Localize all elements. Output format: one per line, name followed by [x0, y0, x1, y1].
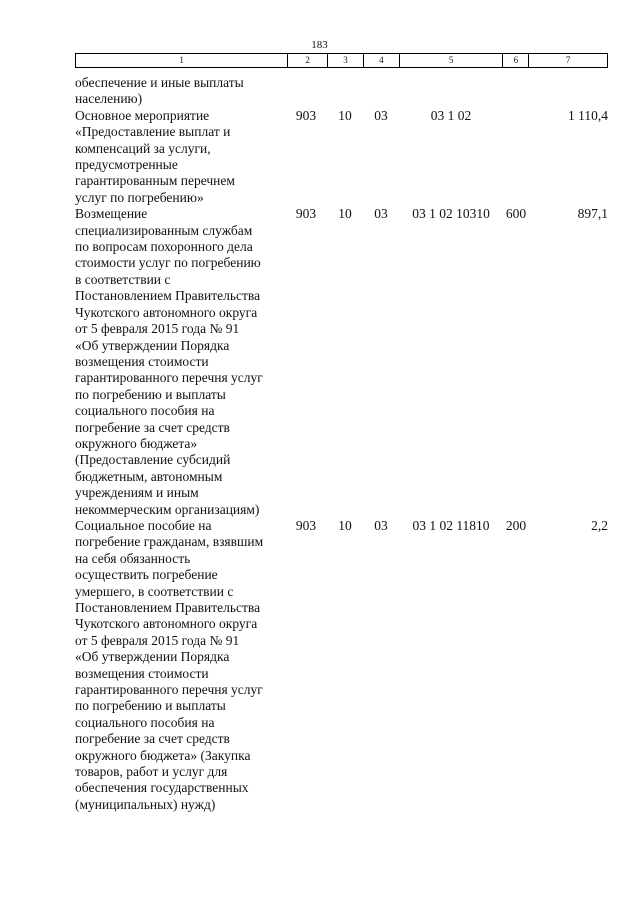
row-col-6: 200	[505, 517, 527, 533]
header-col-6: 6	[502, 54, 528, 67]
page-number: 183	[311, 39, 328, 51]
header-col-5: 5	[399, 54, 503, 67]
row-col-3: 10	[338, 206, 352, 222]
table-header	[75, 53, 608, 68]
table-row	[75, 518, 608, 813]
header-col-3: 3	[327, 54, 363, 67]
row-col-2: 903	[295, 517, 317, 533]
row-col-4: 03	[374, 107, 388, 123]
row-col-4: 03	[374, 517, 388, 533]
row-col-3: 10	[338, 107, 352, 123]
header-col-7: 7	[528, 54, 607, 67]
table-body	[75, 75, 608, 813]
row-col-7: 2,2	[591, 517, 608, 533]
row-col-2: 903	[295, 107, 317, 123]
table-row	[75, 75, 608, 108]
row-name: Основное мероприятие «Предоставление выплат и компенсаций за услуги, предусмотренные гарантированным перечнем услуг по погребению»	[75, 107, 235, 205]
row-col-5: 03 1 02 10310	[412, 206, 490, 222]
table-row	[75, 206, 608, 518]
row-col-7: 1 110,4	[568, 107, 608, 123]
row-col-6: 600	[505, 206, 527, 222]
header-col-1: 1	[179, 55, 184, 65]
header-col-4: 4	[363, 54, 399, 67]
row-name: Социальное пособие на погребение гражданам, взявшим на себя обязанность осуществить погребение умершего, в соответствии с Постановлением Правительства Чукотского автономного округа от 5 февраля 2015 года № 91 «Об утверждении Порядка возмещения стоимости гарантированного перечня услуг по погребению и выплаты социального пособия на погребение за счет средств окружного бюджета» (Закупка товаров, работ и услуг для обеспечения государственных (муниципальных) нужд)	[75, 517, 264, 812]
header-col-2: 2	[287, 54, 327, 67]
row-col-4: 03	[374, 206, 388, 222]
row-name: Возмещение специализированным службам по вопросам похоронного дела стоимости услуг по погребению в соответствии с Постановлением Правительства Чукотского автономного округа от 5 февраля 2015 года № 91 «Об утверждении Порядка возмещения стоимости гарантированного перечня услуг по погребению и выплаты социального пособия на погребение за счет средств окружного бюджета» (Предоставление субсидий бюджетным, автономным учреждениям и иным некоммерческим организациям)	[75, 206, 263, 517]
row-col-7: 897,1	[577, 206, 608, 222]
table-row	[75, 108, 608, 206]
row-col-5: 03 1 02	[430, 107, 472, 123]
row-col-2: 903	[295, 206, 317, 222]
row-col-3: 10	[338, 517, 352, 533]
row-col-5: 03 1 02 11810	[412, 517, 490, 533]
row-name: обеспечение и иные выплаты населению)	[75, 75, 244, 107]
